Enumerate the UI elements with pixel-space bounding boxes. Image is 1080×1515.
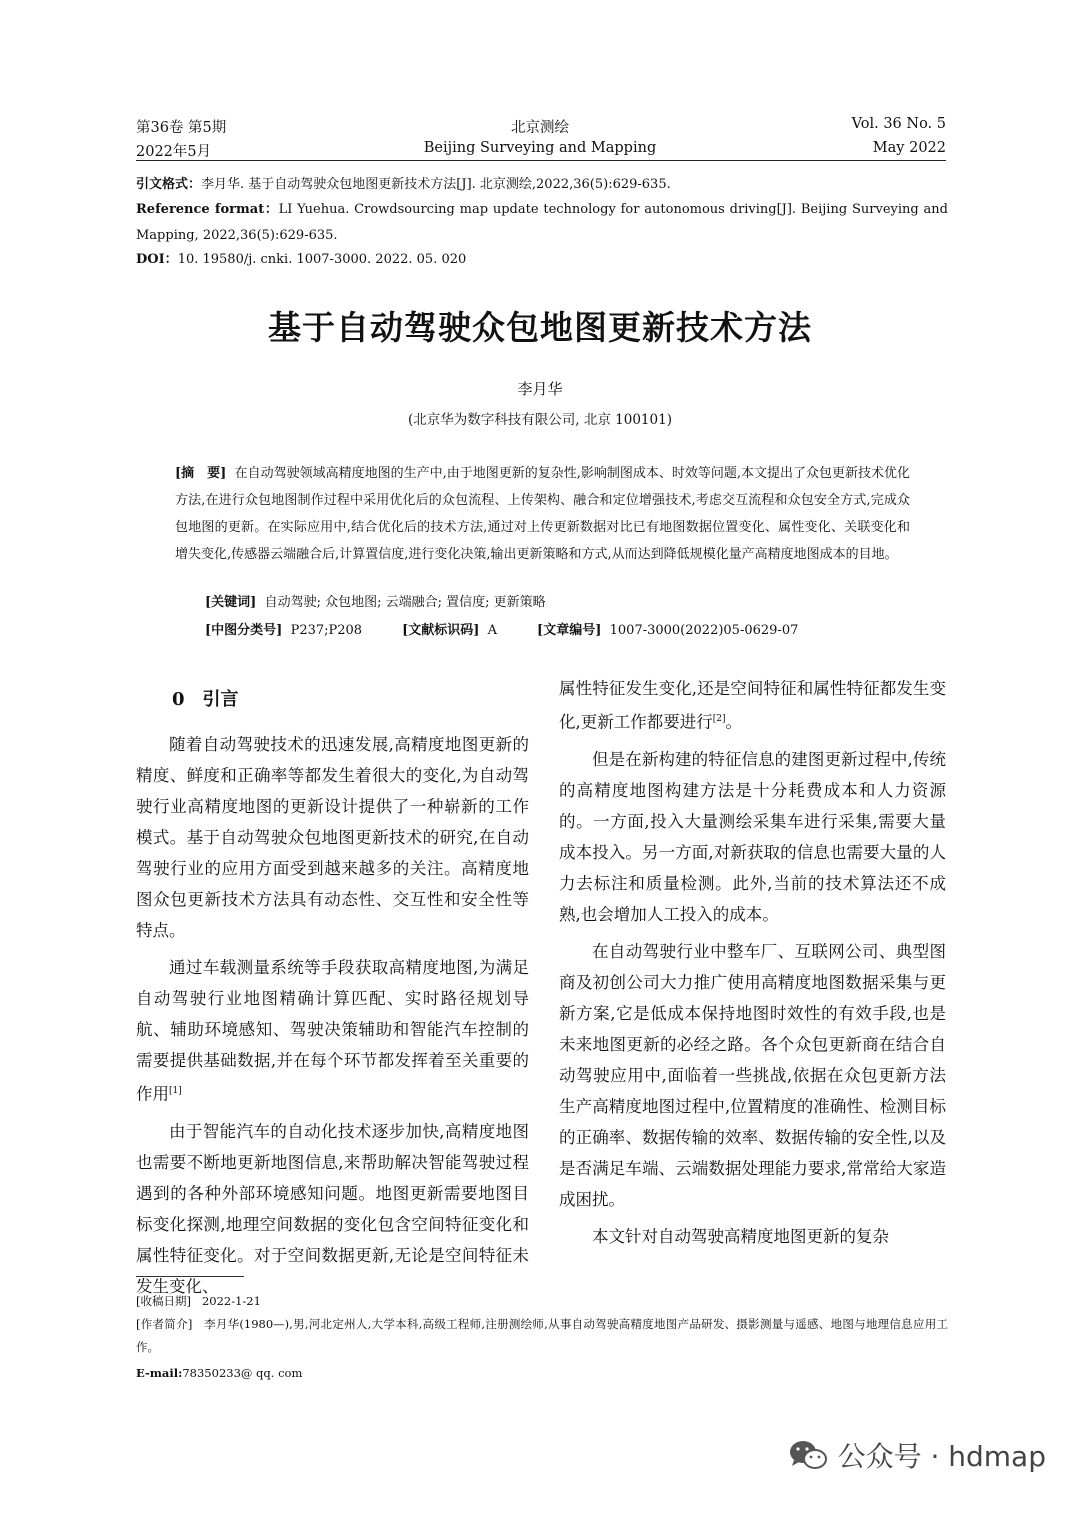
email-value: 78350233@ qq. com [182,1366,303,1380]
author-bio-label: [作者简介] [136,1317,193,1331]
doi [136,247,466,273]
volume-issue-en: Vol. 36 No. 5 [851,116,946,132]
doc-code-label: [文献标识码] [402,623,480,638]
watermark-text: 公众号 · hdmap [837,1440,1046,1473]
footnote-rule [136,1276,244,1277]
keywords [205,591,546,610]
keywords-text: 自动驾驶; 众包地图; 云端融合; 置信度; 更新策略 [264,595,546,610]
received-value: 2022-1-21 [201,1294,261,1308]
paragraph: 由于智能汽车的自动化技术逐步加快,高精度地图也需要不断地更新地图信息,来帮助解决智能驾驶过程遇到的各种外部环境感知问题。地图更新需要地图目标变化探测,地理空间数据的变化包含空间特征变化和属性特征变化。对于空间数据更新,无论是空间特征未发生变化、 [136,1121,529,1296]
classification [205,619,945,638]
watermark [788,1435,1046,1475]
citation-cn [136,172,948,198]
footnote-author [136,1313,948,1359]
paragraph: 但是在新构建的特征信息的建图更新过程中,传统的高精度地图构建方法是十分耗费成本和人力资源的。一方面,投入大量测绘采集车进行采集,需要大量成本投入。另一方面,对新获取的信息也需要大量的人力去标注和质量检测。此外,当前的技术算法还不成熟,也会增加人工投入的成本。 [559,749,946,924]
footnote-received [136,1290,948,1313]
header-rule [136,160,946,161]
author-bio-value: 李月华(1980—),男,河北定州人,大学本科,高级工程师,注册测绘师,从事自动驾驶高精度地图产品研发、摄影测量与遥感、地图与地理信息应用工作。 [136,1317,948,1354]
paragraph [136,952,529,1110]
paragraph: 随着自动驾驶技术的迅速发展,高精度地图更新的精度、鲜度和正确率等都发生着很大的变化,为自动驾驶行业高精度地图的更新设计提供了一种崭新的工作模式。基于自动驾驶众包地图更新技术的研究,在自动驾驶行业的应用方面受到越来越多的关注。高精度地图众包更新技术方法具有动态性、交互性和安全性等特点。 [136,735,529,940]
doi-text: 10. 19580/j. cnki. 1007-3000. 2022. 05. 020 [177,252,467,267]
author-affiliation: (北京华为数字科技有限公司, 北京 100101) [408,412,672,428]
abstract-label: [摘 要] [175,466,227,481]
body-right-column [559,673,946,1258]
wechat-icon [788,1439,828,1471]
paragraph [559,673,946,738]
paragraph-text: 属性特征发生变化,还是空间特征和属性特征都发生变化,更新工作都要进行 [559,679,946,732]
citation-en-label: Reference format： [136,202,279,217]
reference-marker: [2] [712,714,726,724]
citation-en [136,197,948,249]
paragraph: 本文针对自动驾驶高精度地图更新的复杂 [592,1226,889,1246]
section-heading: 0 引言 [172,689,239,710]
reference-marker: [1] [169,1086,182,1096]
doc-code-value: A [487,623,498,638]
journal-name-cn: 北京测绘 [511,120,569,136]
paper-title: 基于自动驾驶众包地图更新技术方法 [268,308,812,347]
journal-name-en: Beijing Surveying and Mapping [423,140,657,156]
abstract [175,460,910,568]
footnote-email [136,1362,948,1385]
article-no-label: [文章编号] [537,623,602,638]
paragraph-text: 通过车载测量系统等手段获取高精度地图,为满足自动驾驶行业地图精确计算匹配、实时路径规划导航、辅助环境感知、驾驶决策辅助和智能汽车控制的需要提供基础数据,并在每个环节都发挥着至关重要的作用 [136,958,529,1104]
abstract-text: 在自动驾驶领域高精度地图的生产中,由于地图更新的复杂性,影响制图成本、时效等问题,本文提出了众包更新技术优化方法,在进行众包地图制作过程中采用优化后的众包流程、上传架构、融合和定位增强技术,考虑交互流程和众包安全方式,完成众包地图的更新。在实际应用中,结合优化后的技术方法,通过对上传更新数据对比已有地图数据位置变化、属性变化、关联变化和增失变化,传感器云端融合后,计算置信度,进行变化决策,输出更新策略和方式,从而达到降低规模化量产高精度地图成本的目地。 [175,466,910,562]
citation-cn-text: 李月华. 基于自动驾驶众包地图更新技术方法[J]. 北京测绘,2022,36(5):629-635. [201,177,671,192]
email-label: E-mail: [136,1366,183,1380]
citation-cn-label: 引文格式： [136,177,202,192]
body-left-column [136,684,529,1308]
clc-label: [中图分类号] [205,623,283,638]
publish-date-cn: 2022年5月 [136,144,212,160]
paragraph-end: 。 [725,712,742,732]
doi-label: DOI： [136,252,178,267]
article-no-value: 1007-3000(2022)05-0629-07 [609,623,799,638]
clc-value: P237;P208 [290,623,363,638]
paragraph: 在自动驾驶行业中整车厂、互联网公司、典型图商及初创公司大力推广使用高精度地图数据采集与更新方案,它是低成本保持地图时效性的有效手段,也是未来地图更新的必经之路。各个众包更新商在结合自动驾驶应用中,面临着一些挑战,依据在众包更新方法生产高精度地图过程中,位置精度的准确性、检测目标的正确率、数据传输的效率、数据传输的安全性,以及是否满足车端、云端数据处理能力要求,常常给大家造成困扰。 [559,941,946,1209]
received-label: [收稿日期] [136,1294,191,1308]
publish-date-en: May 2022 [872,140,946,156]
citation-en-text: LI Yuehua. Crowdsourcing map update technology for autonomous driving[J]. Beijing Surveying and Mapping, 2022,36(5):629-635. [136,202,948,243]
volume-issue: 第36卷 第5期 [136,120,227,136]
author-name: 李月华 [517,380,563,398]
keywords-label: [关键词] [205,595,257,610]
